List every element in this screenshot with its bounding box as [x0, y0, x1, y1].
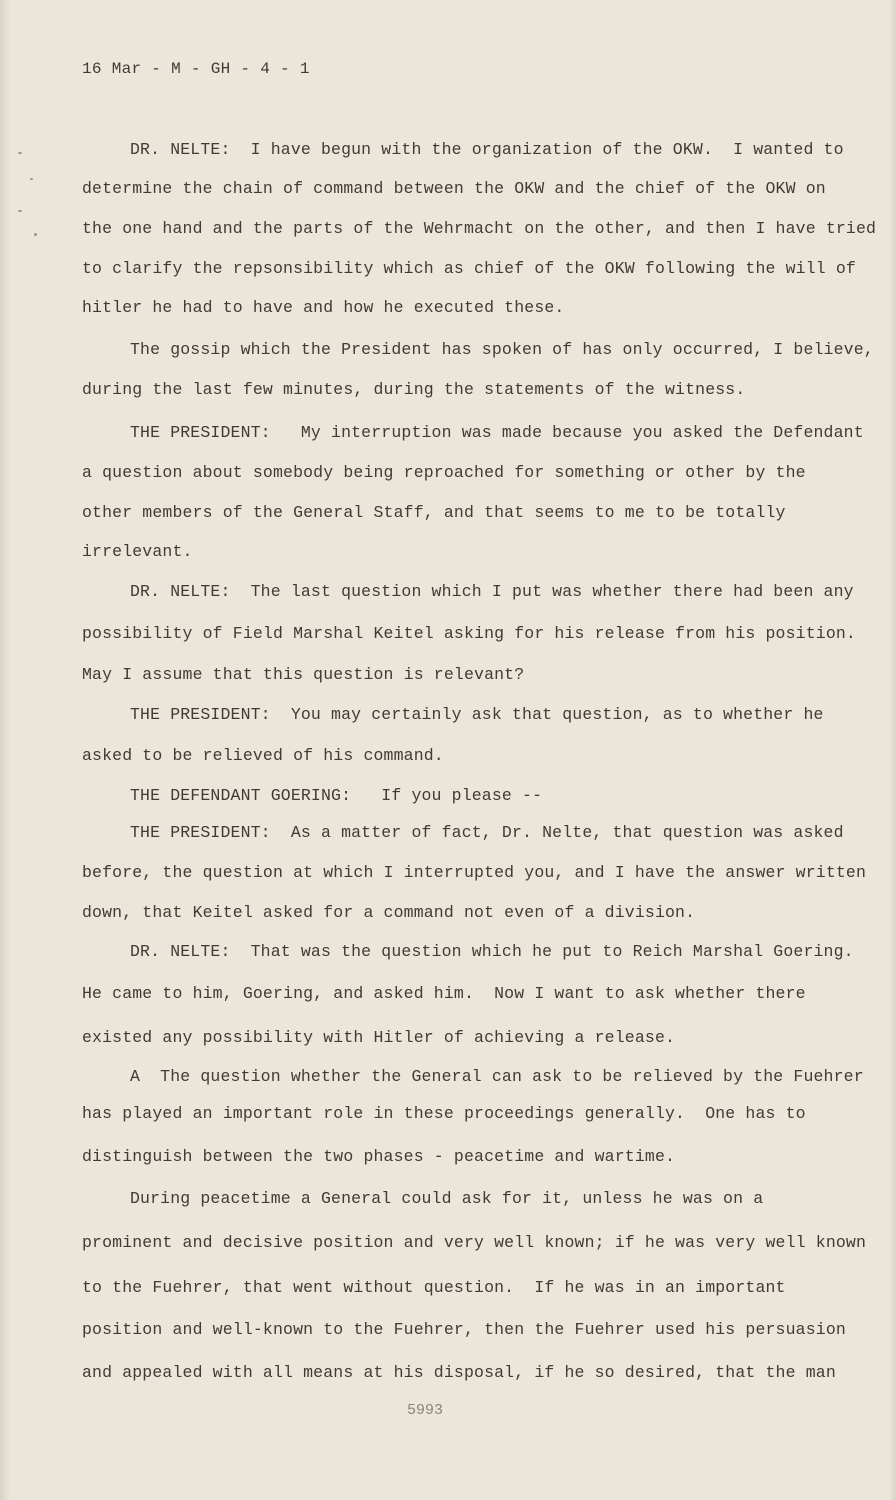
text-line: existed any possibility with Hitler of achieving a release.	[82, 1028, 676, 1047]
page-header: 16 Mar - M - GH - 4 - 1	[82, 60, 310, 78]
text-line: DR. NELTE: The last question which I put was whether there had been any	[130, 582, 854, 601]
text-line: before, the question at which I interrupted you, and I have the answer written	[82, 863, 867, 882]
text-line: asked to be relieved of his command.	[82, 746, 444, 765]
text-line: DR. NELTE: I have begun with the organization of the OKW. I wanted to	[130, 140, 844, 159]
text-line: the one hand and the parts of the Wehrmacht on the other, and then I have tried	[82, 219, 877, 238]
text-line: May I assume that this question is relevant?	[82, 665, 525, 684]
text-line: and appealed with all means at his disposal, if he so desired, that the man	[82, 1363, 836, 1382]
right-edge-shadow	[889, 0, 895, 1500]
text-line: THE PRESIDENT: As a matter of fact, Dr. Nelte, that question was asked	[130, 823, 844, 842]
text-line: A The question whether the General can ask to be relieved by the Fuehrer	[130, 1067, 864, 1086]
page-number: 5993	[407, 1402, 444, 1419]
text-line: during the last few minutes, during the statements of the witness.	[82, 380, 746, 399]
text-line: to the Fuehrer, that went without question. If he was in an important	[82, 1278, 786, 1297]
punch-mark	[30, 178, 33, 180]
text-line: position and well-known to the Fuehrer, then the Fuehrer used his persuasion	[82, 1320, 846, 1339]
text-line: prominent and decisive position and very well known; if he was very well known	[82, 1233, 867, 1252]
text-line: a question about somebody being reproached for something or other by the	[82, 463, 806, 482]
punch-mark	[34, 233, 37, 236]
text-line: distinguish between the two phases - peacetime and wartime.	[82, 1147, 676, 1166]
text-line: determine the chain of command between the OKW and the chief of the OKW on	[82, 179, 826, 198]
text-line: has played an important role in these proceedings generally. One has to	[82, 1104, 806, 1123]
text-line: During peacetime a General could ask for it, unless he was on a	[130, 1189, 764, 1208]
text-line: THE DEFENDANT GOERING: If you please --	[130, 786, 543, 805]
text-line: The gossip which the President has spoken of has only occurred, I believe,	[130, 340, 874, 359]
text-line: hitler he had to have and how he executed these.	[82, 298, 565, 317]
text-line: THE PRESIDENT: My interruption was made because you asked the Defendant	[130, 423, 864, 442]
left-edge-shadow	[0, 0, 10, 1500]
text-line: possibility of Field Marshal Keitel asking for his release from his position.	[82, 624, 856, 643]
text-line: He came to him, Goering, and asked him. Now I want to ask whether there	[82, 984, 806, 1003]
text-line: other members of the General Staff, and that seems to me to be totally	[82, 503, 786, 522]
text-line: THE PRESIDENT: You may certainly ask that question, as to whether he	[130, 705, 824, 724]
text-line: to clarify the repsonsibility which as chief of the OKW following the will of	[82, 259, 856, 278]
punch-mark	[18, 152, 22, 154]
text-line: DR. NELTE: That was the question which he put to Reich Marshal Goering.	[130, 942, 854, 961]
text-line: irrelevant.	[82, 542, 193, 561]
text-line: down, that Keitel asked for a command not even of a division.	[82, 903, 696, 922]
punch-mark	[18, 210, 22, 212]
